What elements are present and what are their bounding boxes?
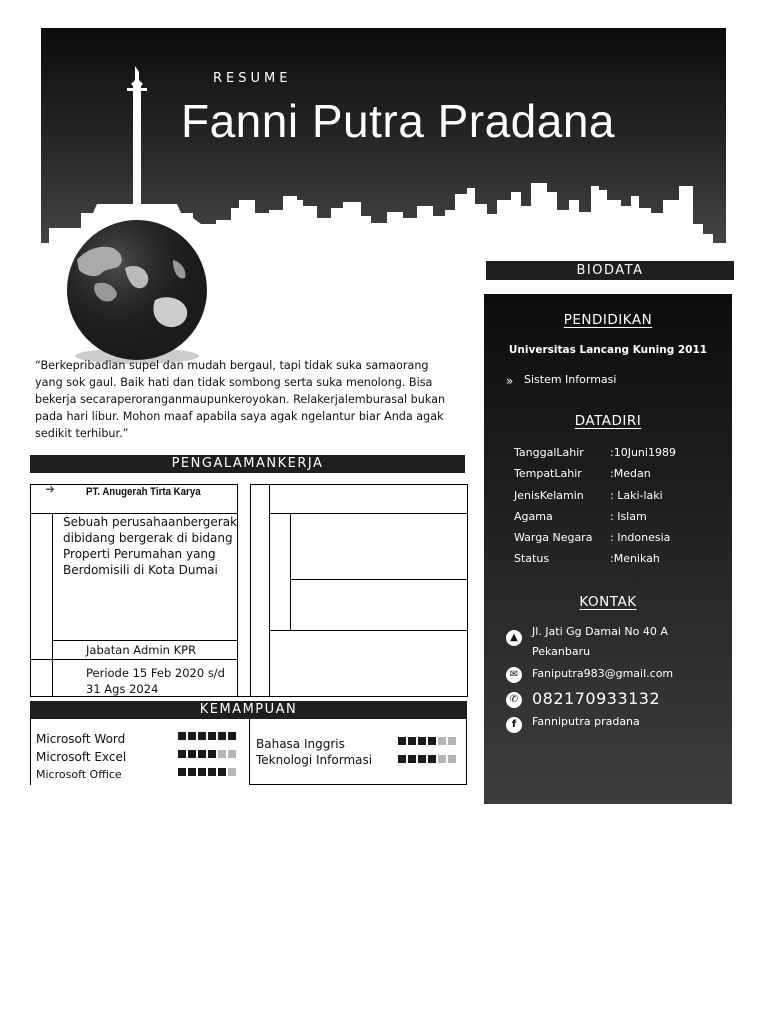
skill-name: Teknologi Informasi xyxy=(256,753,373,767)
phone-icon: ✆ xyxy=(506,692,522,708)
rating-square-filled xyxy=(208,732,216,740)
table-border xyxy=(249,719,250,785)
table-border xyxy=(30,484,31,697)
rating-square-filled xyxy=(198,768,206,776)
rating-square-filled xyxy=(418,737,426,745)
bio-value: : Islam xyxy=(610,510,647,523)
rating-square-filled xyxy=(188,768,196,776)
sidebar xyxy=(484,294,732,804)
table-border xyxy=(52,513,53,697)
bio-value: :Menikah xyxy=(610,552,660,565)
rating-square-filled xyxy=(188,732,196,740)
skill-rating xyxy=(178,768,236,776)
rating-square-filled xyxy=(418,755,426,763)
table-border xyxy=(269,513,468,514)
table-border xyxy=(290,579,468,580)
skill-name: Bahasa Inggris xyxy=(256,737,345,751)
skill-rating xyxy=(398,755,456,763)
location-icon: ▲ xyxy=(506,630,522,646)
facebook-icon: f xyxy=(506,717,522,733)
university: Universitas Lancang Kuning 2011 xyxy=(508,344,708,356)
contact-title: KONTAK xyxy=(579,594,637,610)
address: Jl. Jati Gg Damai No 40 A Pekanbaru xyxy=(532,625,668,658)
rating-square-filled xyxy=(178,750,186,758)
rating-square-filled xyxy=(428,737,436,745)
rating-square-filled xyxy=(218,768,226,776)
skill-rating xyxy=(398,737,456,745)
rating-square-filled xyxy=(178,732,186,740)
table-border xyxy=(250,484,251,697)
rating-square-filled xyxy=(208,750,216,758)
rating-square-filled xyxy=(228,732,236,740)
email: Faniputra983@gmail.com xyxy=(532,667,674,680)
rating-square-filled xyxy=(188,750,196,758)
personal-quote: “Berkepribadian supel dan mudah bergaul, tapi tidak suka samaorang yang sok gaul. Baik hati dan tidak sombong serta suka menolong. Bisa bekerja secaraperoranganmaupunkeroyokan. Relakerjalemburasal bukan pada hari libur. Mohon maaf apabila saya agak ngelantur biar Anda agak sedikit terhibur.” xyxy=(35,359,446,440)
arrow-right-icon: ➜ xyxy=(45,482,56,496)
company-description: Sebuah perusahaanbergerak dibidang bergerak di bidang Properti Perumahan yang Berdomisili di Kota Dumai xyxy=(63,515,238,577)
bio-value: : Indonesia xyxy=(610,531,671,544)
rating-square-filled xyxy=(408,737,416,745)
bio-label: Agama xyxy=(514,510,553,523)
job-period: Periode 15 Feb 2020 s/d 31 Ags 2024 xyxy=(86,666,225,696)
facebook-name: Fanniputra pradana xyxy=(532,715,640,728)
rating-square-empty xyxy=(228,750,236,758)
table-border xyxy=(30,659,238,660)
phone-number: 082170933132 xyxy=(532,689,661,708)
company-name: PT. Anugerah Tirta Karya xyxy=(86,486,201,498)
resume-label: RESUME xyxy=(213,71,292,86)
bio-label: TanggalLahir xyxy=(514,446,584,459)
education-title: PENDIDIKAN xyxy=(563,312,653,328)
bio-label: TempatLahir xyxy=(514,467,582,480)
table-border xyxy=(290,513,291,630)
skill-name: Microsoft Excel xyxy=(36,750,127,764)
experience-section-title: PENGALAMANKERJA xyxy=(30,455,465,473)
table-border xyxy=(269,630,468,631)
rating-square-filled xyxy=(428,755,436,763)
job-title: Jabatan Admin KPR xyxy=(86,643,197,657)
rating-square-empty xyxy=(448,755,456,763)
skill-name: Microsoft Word xyxy=(36,732,126,746)
biodata-section-title: BIODATA xyxy=(486,261,734,280)
email-icon: ✉ xyxy=(506,667,522,683)
rating-square-filled xyxy=(198,750,206,758)
globe-illustration xyxy=(55,220,220,365)
bio-label: JenisKelamin xyxy=(514,489,584,502)
bio-label: Status xyxy=(514,552,550,565)
bio-label: Warga Negara xyxy=(514,531,593,544)
table-border xyxy=(466,719,467,785)
double-chevron-icon: » xyxy=(506,374,514,388)
rating-square-empty xyxy=(438,755,446,763)
bio-value: : Laki-laki xyxy=(610,489,663,502)
table-border xyxy=(467,484,468,697)
rating-square-empty xyxy=(228,768,236,776)
rating-square-filled xyxy=(208,768,216,776)
table-border xyxy=(269,484,270,697)
table-border xyxy=(30,719,31,785)
table-border xyxy=(249,784,467,785)
bio-value: :Medan xyxy=(610,467,651,480)
skill-rating xyxy=(178,732,236,740)
rating-square-filled xyxy=(218,732,226,740)
page-title: Fanni Putra Pradana xyxy=(181,95,615,147)
bio-value: :10Juni1989 xyxy=(610,446,676,459)
table-border xyxy=(52,640,238,641)
rating-square-filled xyxy=(398,737,406,745)
rating-square-filled xyxy=(408,755,416,763)
rating-square-filled xyxy=(178,768,186,776)
skill-name: Microsoft Office xyxy=(36,768,122,781)
rating-square-filled xyxy=(398,755,406,763)
rating-square-empty xyxy=(448,737,456,745)
rating-square-empty xyxy=(218,750,226,758)
rating-square-filled xyxy=(198,732,206,740)
personal-title: DATADIRI xyxy=(574,413,642,429)
skill-rating xyxy=(178,750,236,758)
skills-section-title: KEMAMPUAN xyxy=(30,701,467,719)
table-border xyxy=(250,484,468,485)
rating-square-empty xyxy=(438,737,446,745)
major: Sistem Informasi xyxy=(524,373,617,386)
